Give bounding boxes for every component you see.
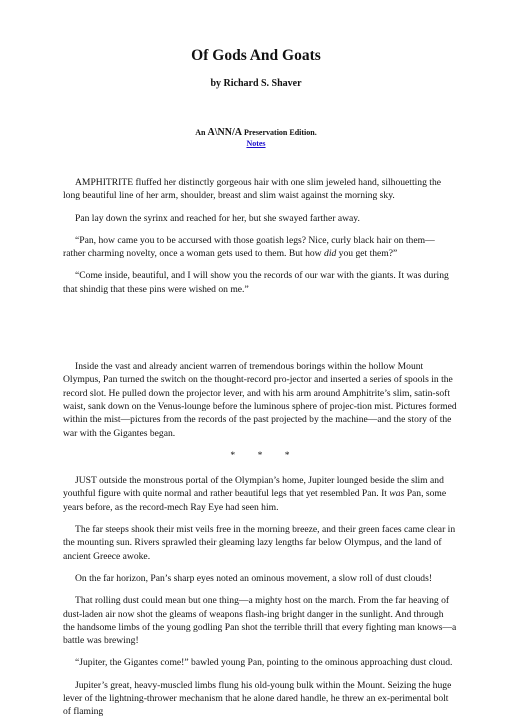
section-separator: * * * xyxy=(230,449,300,461)
story-author: by Richard S. Shaver xyxy=(210,78,302,89)
notes-link[interactable]: Notes xyxy=(246,139,266,148)
story-title: Of Gods And Goats xyxy=(191,47,321,64)
paragraph-7: The far steeps shook their mist veils free in the morning breeze, and their green faces came clear in the mounting sun. Rivers sprawled their gleaming lazy lengths far below Olympus, and the land of ancient Greece awoke. xyxy=(63,524,456,562)
paragraph-2: Pan lay down the syrinx and reached for her, but she swayed farther away. xyxy=(75,212,360,224)
edition-name: A\NN/A xyxy=(207,127,242,138)
edition-line xyxy=(0,128,512,138)
story-body xyxy=(63,176,457,728)
paragraph-4: “Come inside, beautiful, and I will show you the records of our war with the giants. It was during that shindig that these pins were wished on me.” xyxy=(63,270,449,295)
paragraph-3-emphasis: did xyxy=(324,248,337,260)
paragraph-10: “Jupiter, the Gigantes come!” bawled young Pan, pointing to the ominous approaching dust cloud. xyxy=(75,657,453,669)
paragraph-5: Inside the vast and already ancient warren of tremendous borings within the hollow Mount Olympus, Pan turned the switch on the thought-record pro-jector and inserted a series of spools in the record slot. He pulled down the projector lever, and with his arm around Amphitrite’s slim, satin-soft waist, sank down on the Venus-lounge before the luminous sphere of projec-tion mist. Pictures formed within the mist—pictures from the records of the past projected by the machine—and the story of the war with the Gigantes began. xyxy=(63,361,457,439)
paragraph-8: On the far horizon, Pan’s sharp eyes noted an ominous movement, a slow roll of dust clouds! xyxy=(75,572,433,584)
paragraph-6-text-a: JUST outside the monstrous portal of the Olympian’s home, Jupiter lounged beside the slim and youthful figure with quite normal and rather beautiful legs that yet resembled Pan. It xyxy=(63,475,444,500)
notes-line xyxy=(0,139,512,149)
paragraph-9: That rolling dust could mean but one thing—a mighty host on the march. From the far heaving of dust-laden air now shot the gleams of weapons flash-ing bright danger in the sunlight. And through the handsome limbs of the young godling Pan shot the terrible thrill that every fighting man knows—a battle was brewing! xyxy=(63,595,457,647)
paragraph-3-text-b: you get them?” xyxy=(336,248,398,260)
paragraph-6-text-b: Pan, some years before, as the record-mech Ray Eye had seen him. xyxy=(63,488,447,513)
paragraph-1: AMPHITRITE fluffed her distinctly gorgeous hair with one slim jeweled hand, silhouetting the long beautiful line of her arm, shoulder, breast and slim waist against the morning sky. xyxy=(63,177,442,202)
edition-suffix: Preservation Edition. xyxy=(241,128,317,137)
paragraph-3-text-a: “Pan, how came you to be accursed with those goatish legs? Nice, curly black hair on them—rather charming novelty, once a woman gets used to them. But how xyxy=(63,234,435,260)
paragraph-11: Jupiter’s great, heavy-muscled limbs flung his old-young bulk within the Mount. Seizing the huge lever of the lightning-thrower mechanism that he alone dared handle, he threw an ex-perimental bolt of flaming xyxy=(63,679,452,718)
paragraph-6-emphasis: was xyxy=(389,488,405,500)
paragraph-3 xyxy=(63,234,457,261)
paragraph-6 xyxy=(63,474,457,514)
edition-prefix: An xyxy=(195,128,208,137)
